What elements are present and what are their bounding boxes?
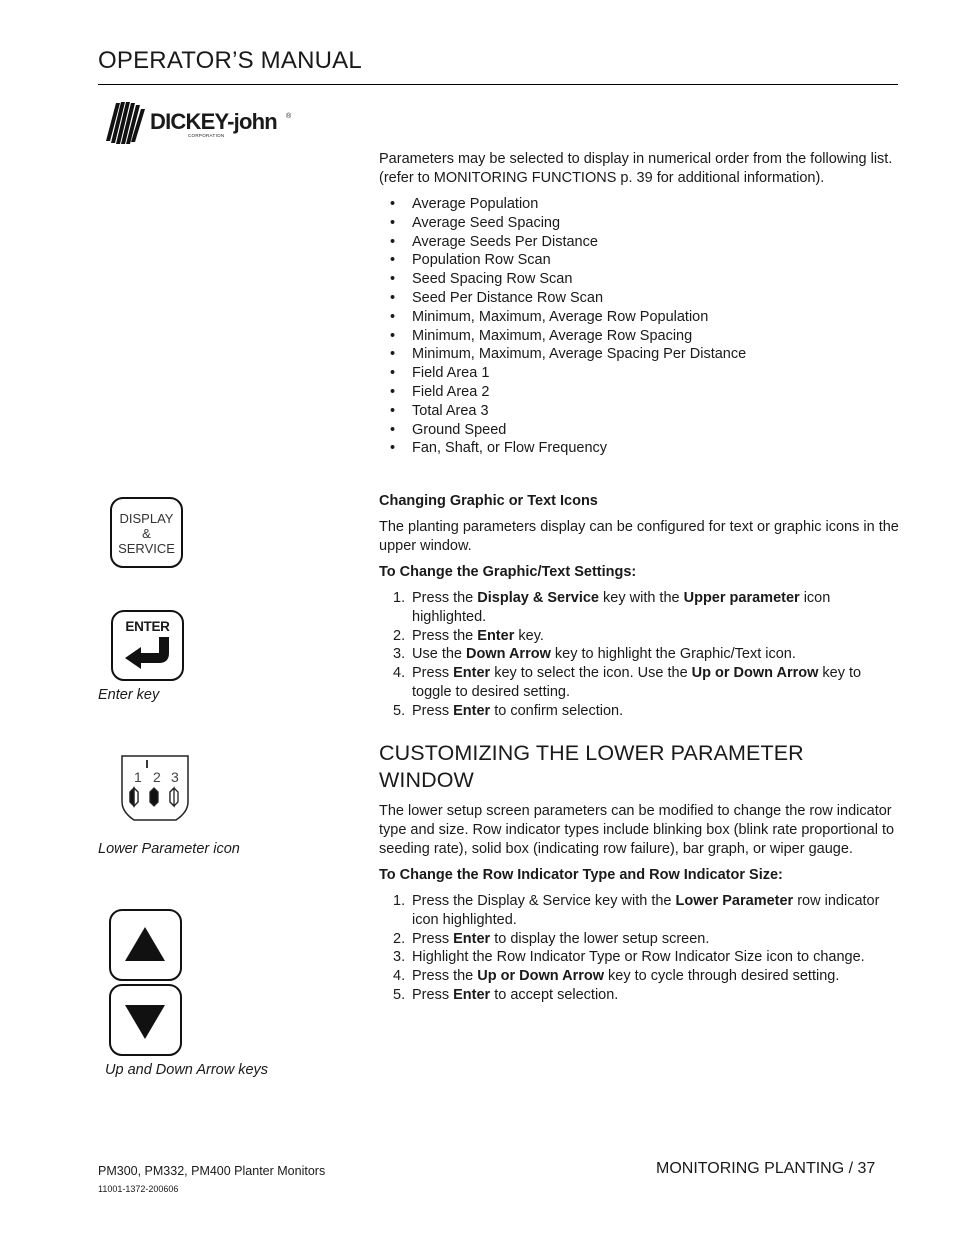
arrow-keys-caption: Up and Down Arrow keys xyxy=(105,1062,269,1078)
list-item: • Average Seed Spacing xyxy=(390,214,901,233)
list-item: • Minimum, Maximum, Average Spacing Per Distance xyxy=(390,345,901,364)
section-paragraph: The lower setup screen parameters can be modified to change the row indicator type and size. Row indicator types include blinking box (blink rate proportional to seeding rate), solid box (indicating row failure), bar graph, or wiper gauge. xyxy=(379,803,895,857)
list-item: 5. Press Enter to accept selection. xyxy=(393,986,619,1003)
lower-parameter-icon xyxy=(120,754,192,822)
graphic-text-section xyxy=(379,492,901,721)
footer-document-code: 11001-1372-200606 xyxy=(98,1184,179,1194)
up-arrow-icon xyxy=(125,927,165,961)
list-item: 3. Use the Down Arrow key to highlight the Graphic/Text icon. xyxy=(393,646,796,663)
list-item: 3. Highlight the Row Indicator Type or Row Indicator Size icon to change. xyxy=(393,949,865,966)
lower-parameter-shape xyxy=(120,754,192,822)
footer-models: PM300, PM332, PM400 Planter Monitors xyxy=(98,1164,326,1178)
list-item: • Minimum, Maximum, Average Row Population xyxy=(390,308,901,327)
down-arrow-key xyxy=(109,984,182,1056)
row-number-1: 1 xyxy=(134,769,142,785)
logo-mark-icon xyxy=(106,101,148,145)
list-item: 2. Press Enter to display the lower setup screen. xyxy=(393,930,710,947)
list-item: 5. Press Enter to confirm selection. xyxy=(393,702,624,719)
list-item: • Ground Speed xyxy=(390,421,901,440)
list-item: 4. Press Enter key to select the icon. Use the Up or Down Arrow key to toggle to desired setting. xyxy=(393,665,862,700)
list-item: 2. Press the Enter key. xyxy=(393,627,544,644)
list-item: • Average Population xyxy=(390,195,901,214)
parameter-list xyxy=(390,195,901,458)
intro-section xyxy=(379,150,901,458)
row-number-3: 3 xyxy=(171,769,179,785)
company-logo xyxy=(106,101,296,147)
down-arrow-icon xyxy=(125,1005,165,1039)
list-item: • Population Row Scan xyxy=(390,251,901,270)
list-item: 1. Press the Display & Service key with the Upper parameter icon highlighted. xyxy=(393,590,831,625)
section-paragraph: The planting parameters display can be configured for text or graphic icons in the upper window. xyxy=(379,519,899,554)
list-item: • Minimum, Maximum, Average Row Spacing xyxy=(390,327,901,346)
lower-parameter-caption: Lower Parameter icon xyxy=(98,841,240,857)
enter-key-label: ENTER xyxy=(125,619,170,634)
list-item: • Seed Spacing Row Scan xyxy=(390,270,901,289)
intro-paragraph: Parameters may be selected to display in numerical order from the following list. (refer to MONITORING FUNCTIONS p. 39 for additional information). xyxy=(379,151,893,186)
logo-registered-mark: ® xyxy=(286,113,292,120)
procedure-heading: To Change the Row Indicator Type and Row Indicator Size: xyxy=(379,867,783,883)
display-key-label-2: & xyxy=(142,526,151,541)
list-item: • Seed Per Distance Row Scan xyxy=(390,289,901,308)
row-number-2: 2 xyxy=(153,769,161,785)
section-subheading: Changing Graphic or Text Icons xyxy=(379,493,598,509)
lower-steps-list xyxy=(393,892,901,1005)
enter-key xyxy=(111,610,184,681)
list-item: 4. Press the Up or Down Arrow key to cycle through desired setting. xyxy=(393,968,840,985)
display-key-label-3: SERVICE xyxy=(118,541,175,556)
lower-parameter-section xyxy=(379,740,901,1005)
footer-page-label: MONITORING PLANTING / 37 xyxy=(656,1160,876,1177)
list-item: • Fan, Shaft, or Flow Frequency xyxy=(390,439,901,458)
enter-arrow-icon xyxy=(123,637,175,671)
display-key-label-1: DISPLAY xyxy=(119,511,174,526)
enter-key-caption: Enter key xyxy=(98,687,160,703)
page-header-title: OPERATOR’S MANUAL xyxy=(98,47,362,74)
header-rule xyxy=(98,84,898,85)
list-item: • Total Area 3 xyxy=(390,402,901,421)
procedure-heading: To Change the Graphic/Text Settings: xyxy=(379,564,637,580)
list-item: 1. Press the Display & Service key with the Lower Parameter row indicator icon highlighted. xyxy=(393,893,880,928)
list-item: • Field Area 2 xyxy=(390,383,901,402)
logo-corporation: CORPORATION xyxy=(188,133,225,138)
list-item: • Field Area 1 xyxy=(390,364,901,383)
graphic-steps-list xyxy=(393,589,901,721)
up-arrow-key xyxy=(109,909,182,981)
logo-wordmark: DICKEY-john xyxy=(150,109,277,134)
list-item: • Average Seeds Per Distance xyxy=(390,233,901,252)
section-heading: CUSTOMIZING THE LOWER PARAMETER WINDOW xyxy=(379,741,804,792)
display-service-key xyxy=(110,497,183,568)
